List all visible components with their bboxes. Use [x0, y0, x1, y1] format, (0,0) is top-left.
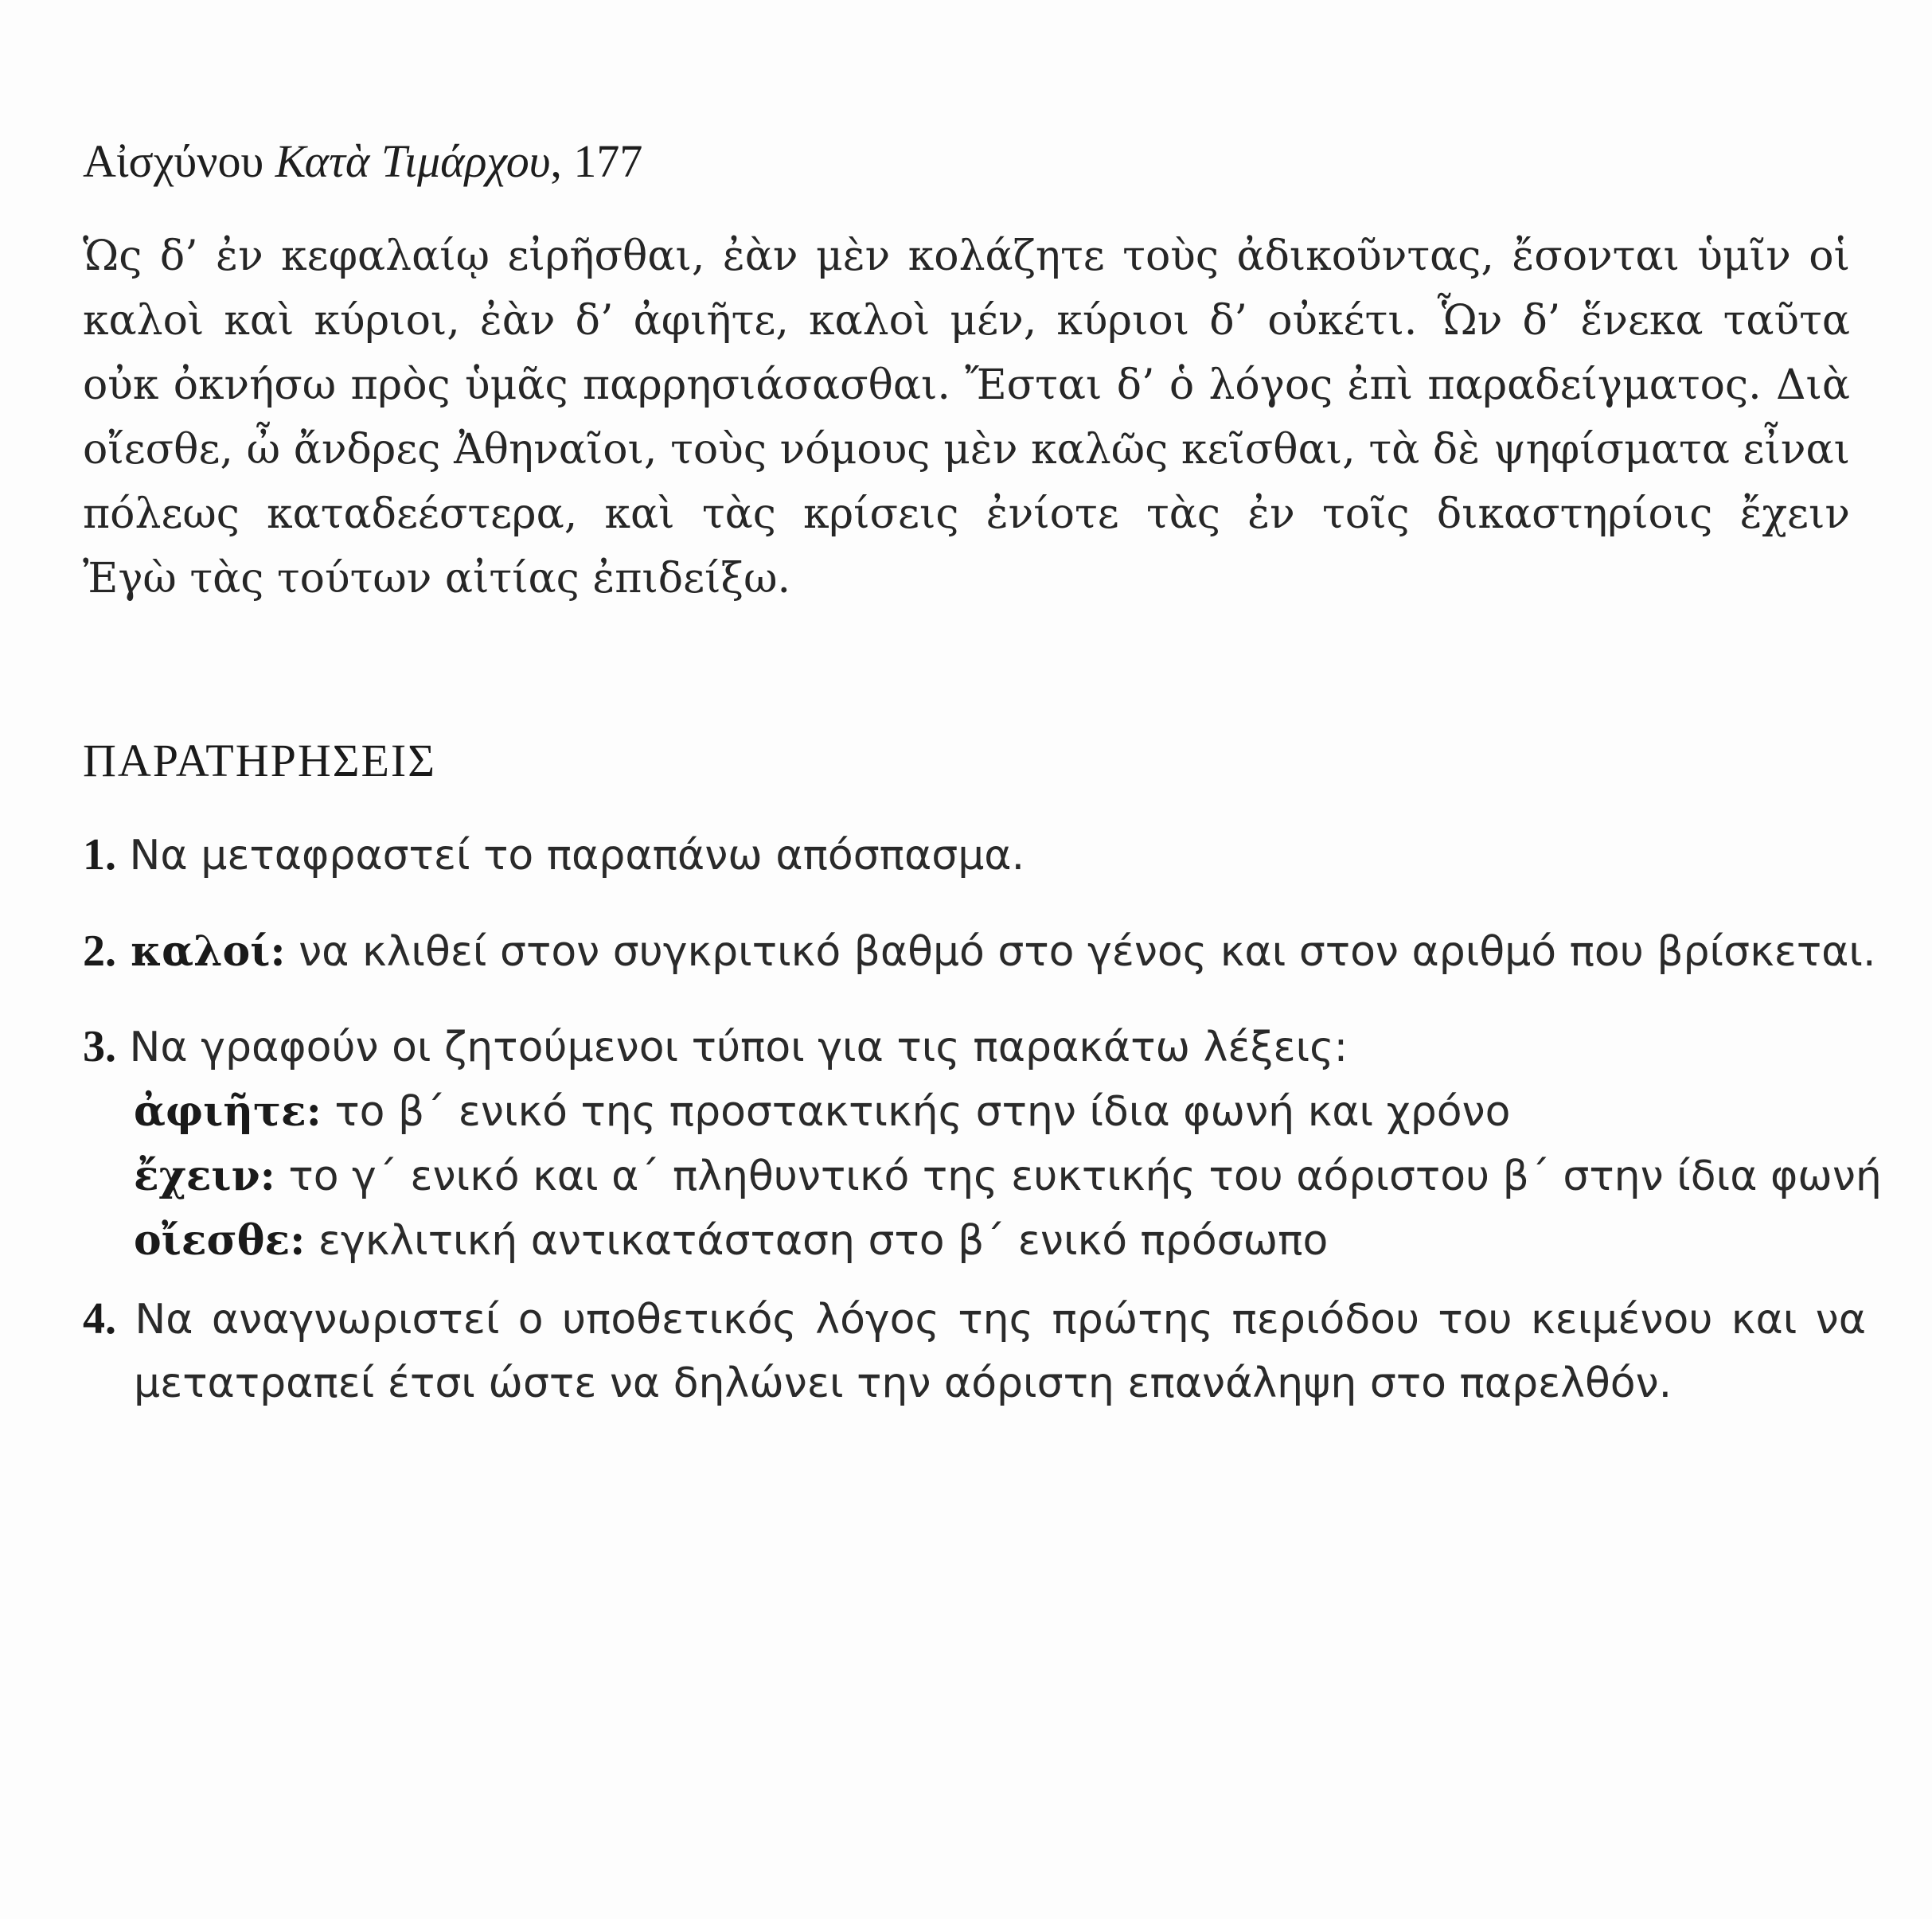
passage-line: Ὡς δ’ ἐν κεφαλαίῳ εἰρῆσθαι, ἐὰν μὲν κολάζητε τοὺς ἀδικοῦντας, ἔσονται ὑμῖν οἱ: [83, 232, 1850, 280]
subitem-keyword: οἴεσθε:: [134, 1216, 306, 1265]
question-text: Να γραφούν οι ζητούμενοι τύποι για τις παρακάτω λέξεις:: [116, 1024, 1348, 1071]
passage-title: [83, 131, 642, 192]
question-1: [83, 823, 1866, 887]
title-work: Κατὰ Τιμάρχου: [275, 135, 551, 187]
subitem-text: το β΄ ενικό της προστακτικής στην ίδια φωνή και χρόνο: [321, 1088, 1511, 1136]
section-heading: ΠΑΡΑΤΗΡΗΣΕΙΣ: [83, 735, 436, 786]
subitem-text: εγκλιτική αντικατάσταση στο β΄ ενικό πρόσωπο: [305, 1217, 1329, 1265]
passage-line: καλοὶ καὶ κύριοι, ἐὰν δ’ ἀφιῆτε, καλοὶ μέν, κύριοι δ’ οὐκέτι. Ὧν δ’ ἕνεκα ταῦτα: [83, 297, 1850, 345]
subitem-text: το γ΄ ενικό και α΄ πληθυντικό της ευκτικής του αόριστου β΄ στην ίδια φωνή: [275, 1153, 1882, 1200]
passage-line: οἴεσθε, ὦ ἄνδρες Ἀθηναῖοι, τοὺς νόμους μὲν καλῶς κεῖσθαι, τὰ δὲ ψηφίσματα εἶναι: [83, 426, 1850, 474]
subitem-keyword: ἀφιῆτε:: [134, 1087, 322, 1136]
question-subitem: [83, 1144, 1882, 1208]
question-text: Να μεταφραστεί το παραπάνω απόσπασμα.: [116, 832, 1025, 880]
passage-line: πόλεως καταδεέστερα, καὶ τὰς κρίσεις ἐνίοτε τὰς ἐν τοῖς δικαστηρίοις ἔχειν: [83, 490, 1850, 538]
question-number: 2.: [83, 926, 116, 976]
subitem-keyword: ἔχειν:: [134, 1152, 275, 1200]
question-2: [83, 919, 1876, 984]
question-4: [83, 1287, 1866, 1416]
question-text: να κλιθεί στον συγκριτικό βαθμό στο γένος και στον αριθμό που βρίσκεται.: [285, 928, 1876, 976]
title-author: Αἰσχύνου: [83, 135, 264, 187]
passage-line: Ἐγὼ τὰς τούτων αἰτίας ἐπιδείξω.: [83, 555, 791, 603]
question-text-continued: μετατραπεί έτσι ώστε να δηλώνει την αόριστη επανάληψη στο παρελθόν.: [134, 1359, 1672, 1407]
question-number: 4.: [83, 1294, 116, 1344]
greek-passage: [83, 224, 1850, 611]
question-text: Να αναγνωριστεί ο υποθετικός λόγος της πρώτης περιόδου του κειμένου και να: [116, 1296, 1866, 1344]
title-ref: , 177: [550, 135, 643, 187]
question-number: 1.: [83, 830, 116, 880]
passage-line: οὐκ ὀκνήσω πρὸς ὑμᾶς παρρησιάσασθαι. Ἔσται δ’ ὁ λόγος ἐπὶ παραδείγματος. Διὰ: [83, 361, 1850, 409]
question-3: [83, 1015, 1882, 1273]
question-subitem: [83, 1079, 1866, 1144]
question-number: 3.: [83, 1022, 116, 1071]
question-keyword: καλοί:: [116, 927, 286, 976]
question-subitem: [83, 1208, 1866, 1273]
